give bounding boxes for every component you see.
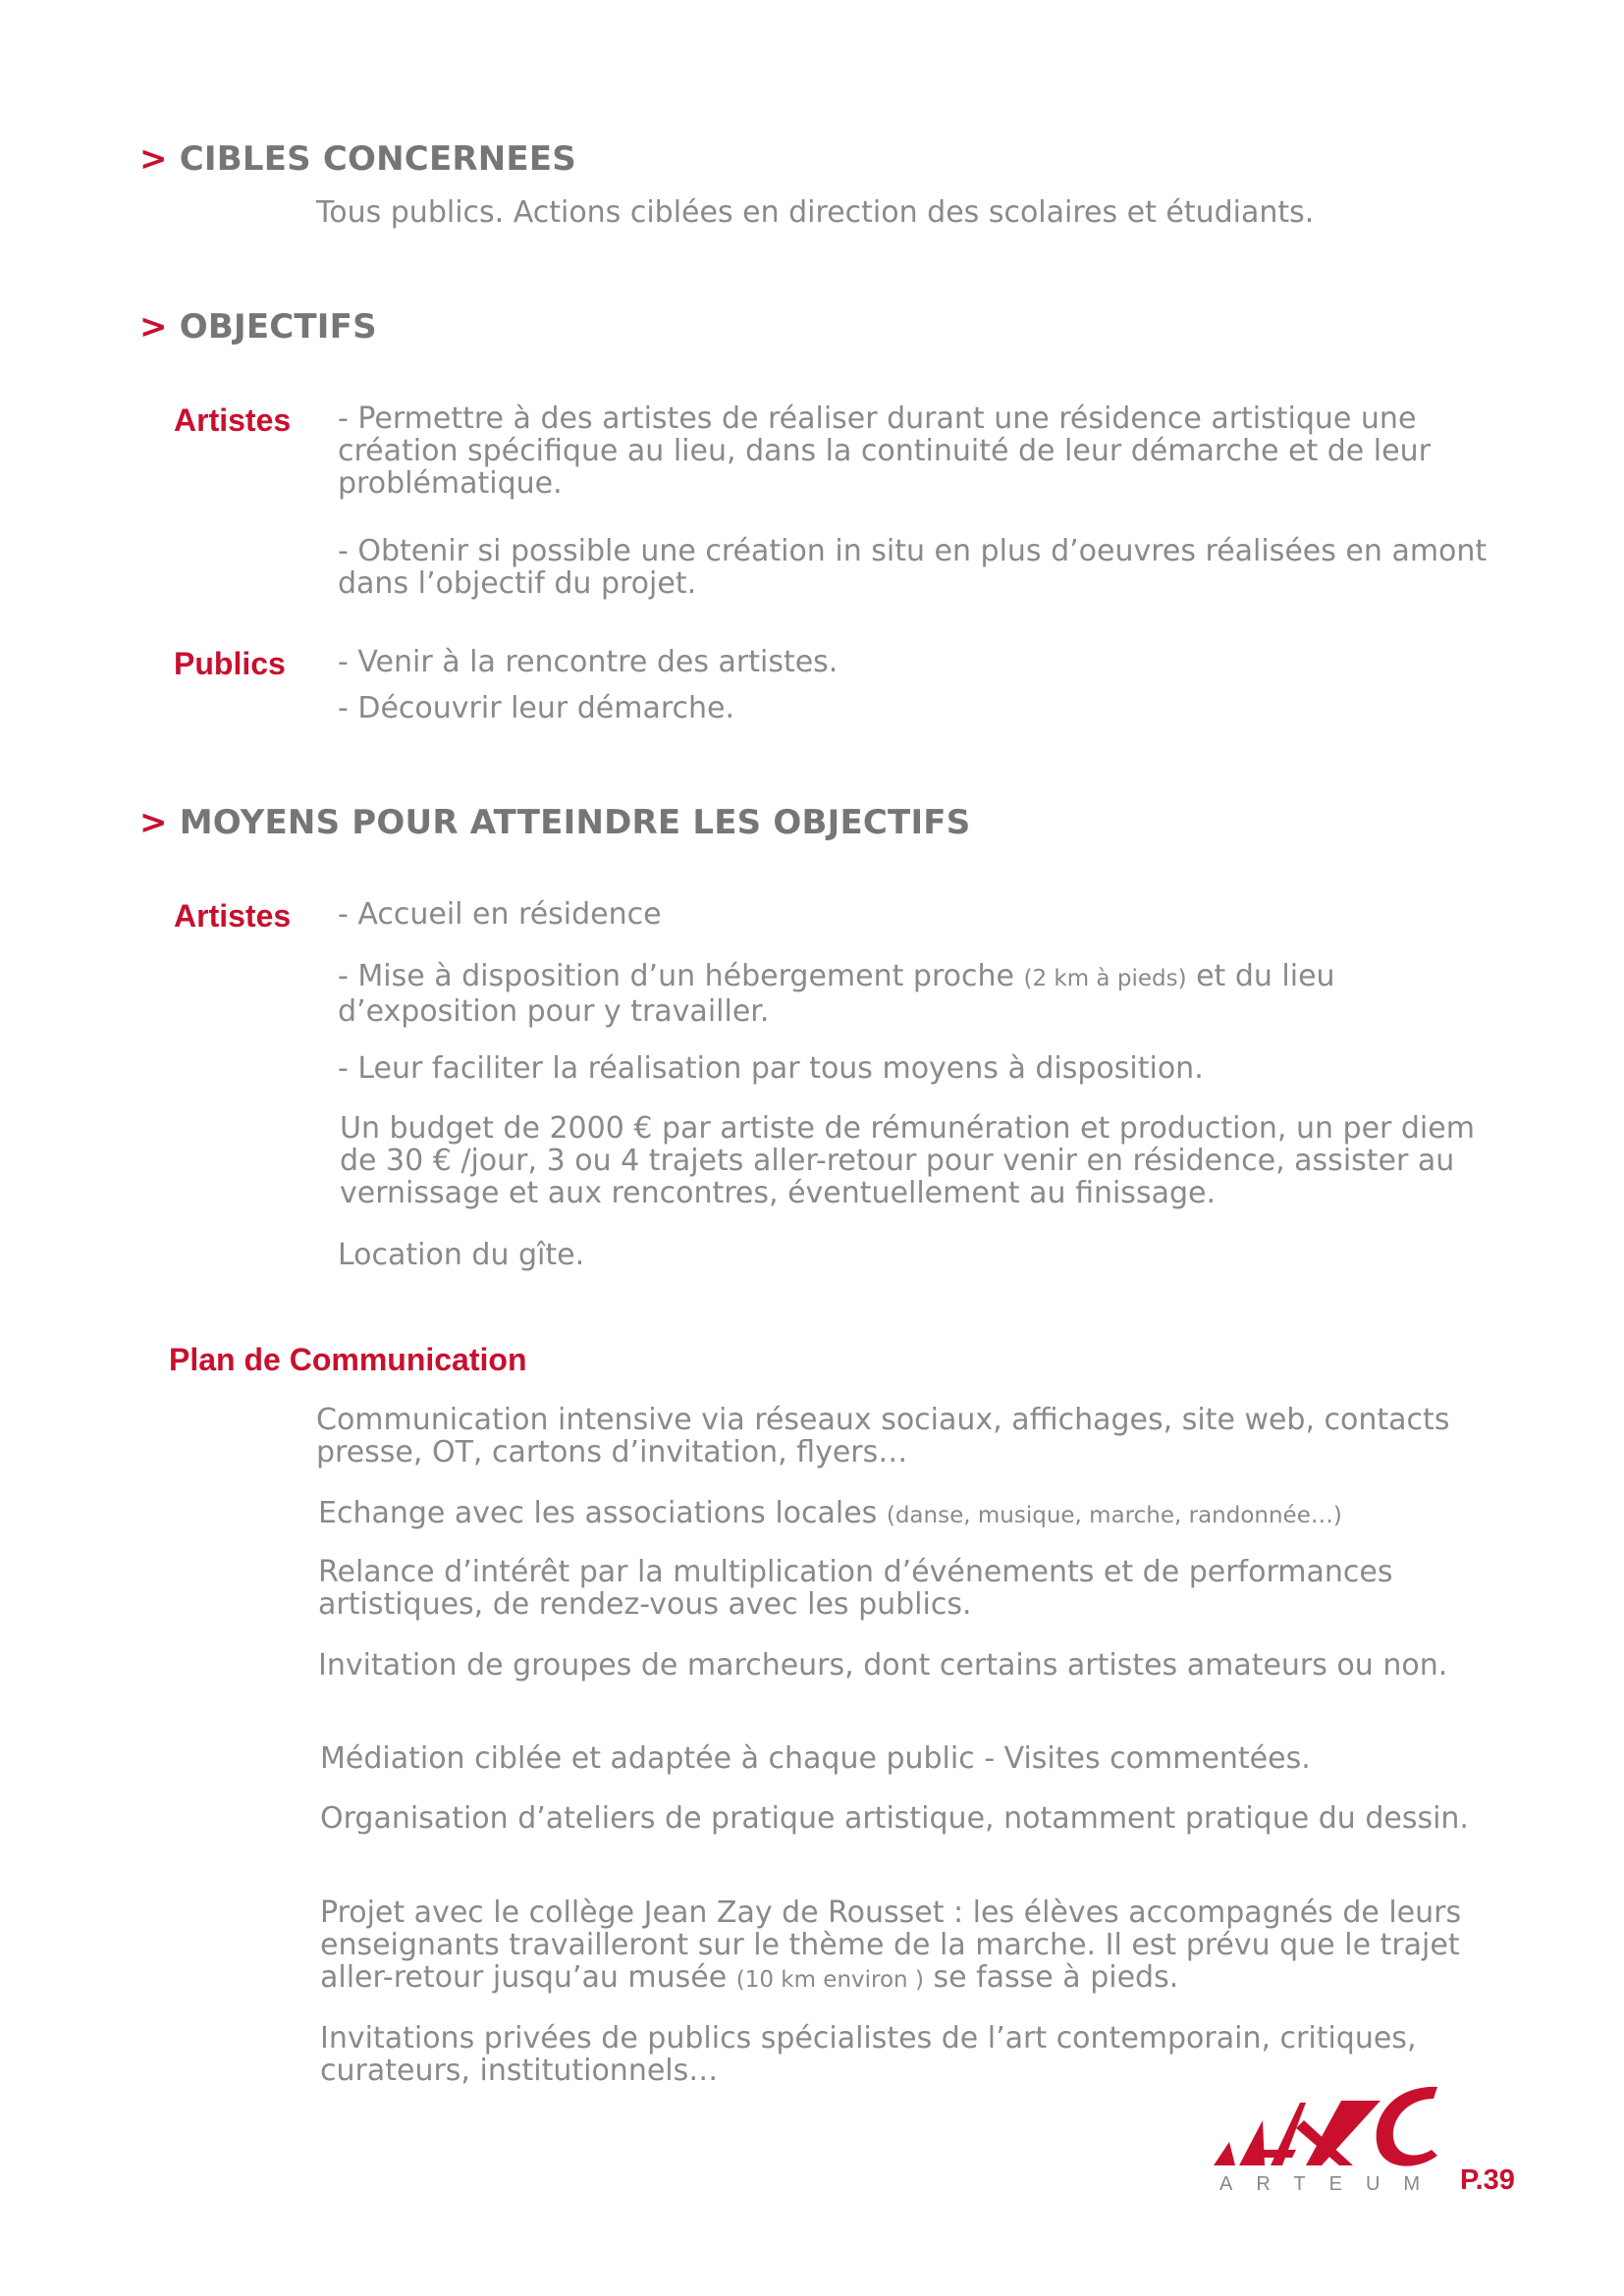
- objectifs-artistes-p1: - Permettre à des artistes de réaliser durant une résidence artistique une création spécifique au lieu, dans la continuité de leur démarche et de leur problématique.: [338, 401, 1431, 501]
- communication-c8: Invitations privées de publics spécialistes de l’art contemporain, critiques, curateurs, institutionnels…: [320, 2021, 1417, 2088]
- communication-c1: Communication intensive via réseaux sociaux, affichages, site web, contacts presse, OT, cartons d’invitation, flyers…: [316, 1403, 1450, 1469]
- moyens-p4: Un budget de 2000 € par artiste de rémunération et production, un per diem de 30 € /jour, 3 ou 4 trajets aller-retour pour venir en résidence, assister au vernissage et aux rencontres, éventuellement au finissage.: [340, 1111, 1475, 1210]
- objectifs-publics-label: Publics: [174, 646, 286, 681]
- cibles-text: Tous publics. Actions ciblées en direction des scolaires et étudiants.: [316, 195, 1315, 230]
- page-number: P.39: [1460, 2164, 1515, 2196]
- logo-text: ARTEUM: [1219, 2173, 1444, 2195]
- moyens-p3: - Leur faciliter la réalisation par tous moyens à disposition.: [338, 1051, 1204, 1086]
- communication-c2: Echange avec les associations locales (danse, musique, marche, randonnée…): [318, 1496, 1342, 1530]
- section-heading-cibles: [139, 139, 576, 179]
- section-title: OBJECTIFS: [179, 307, 377, 347]
- section-heading-objectifs: [139, 307, 377, 347]
- section-title: CIBLES CONCERNEES: [179, 139, 576, 179]
- communication-title: Plan de Communication: [169, 1342, 527, 1377]
- objectifs-artistes-label: Artistes: [174, 402, 292, 438]
- communication-c7: Projet avec le collège Jean Zay de Rousset : les élèves accompagnés de leurs enseignants travailleront sur le thème de la marche. Il est prévu que le trajet aller-retour jusqu’au musée (10 km environ ) se fasse à pieds.: [320, 1896, 1462, 1995]
- moyens-p2: - Mise à disposition d’un hébergement proche (2 km à pieds) et du lieu d’exposition pour y travailler.: [338, 959, 1335, 1029]
- arteum-logo-icon: [1206, 2081, 1461, 2169]
- section-arrow: >: [139, 803, 168, 842]
- moyens-p5: Location du gîte.: [338, 1238, 585, 1272]
- communication-c6: Organisation d’ateliers de pratique artistique, notamment pratique du dessin.: [320, 1801, 1469, 1836]
- objectifs-publics-p1: - Venir à la rencontre des artistes.: [338, 645, 839, 679]
- arteum-logo: [1206, 2081, 1461, 2204]
- objectifs-artistes-p2: - Obtenir si possible une création in situ en plus d’oeuvres réalisées en amont dans l’objectif du projet.: [338, 534, 1488, 601]
- moyens-artistes-label: Artistes: [174, 898, 292, 934]
- section-title: MOYENS POUR ATTEINDRE LES OBJECTIFS: [179, 803, 971, 842]
- section-heading-moyens: [139, 803, 970, 842]
- communication-c5: Médiation ciblée et adaptée à chaque public - Visites commentées.: [320, 1741, 1311, 1776]
- section-arrow: >: [139, 307, 168, 347]
- section-arrow: >: [139, 139, 168, 179]
- moyens-p1: - Accueil en résidence: [338, 897, 662, 932]
- objectifs-publics-p2: - Découvrir leur démarche.: [338, 691, 735, 725]
- communication-c4: Invitation de groupes de marcheurs, dont certains artistes amateurs ou non.: [318, 1648, 1448, 1682]
- communication-c3: Relance d’intérêt par la multiplication d’événements et de performances artistiques, de rendez-vous avec les publics.: [318, 1555, 1393, 1622]
